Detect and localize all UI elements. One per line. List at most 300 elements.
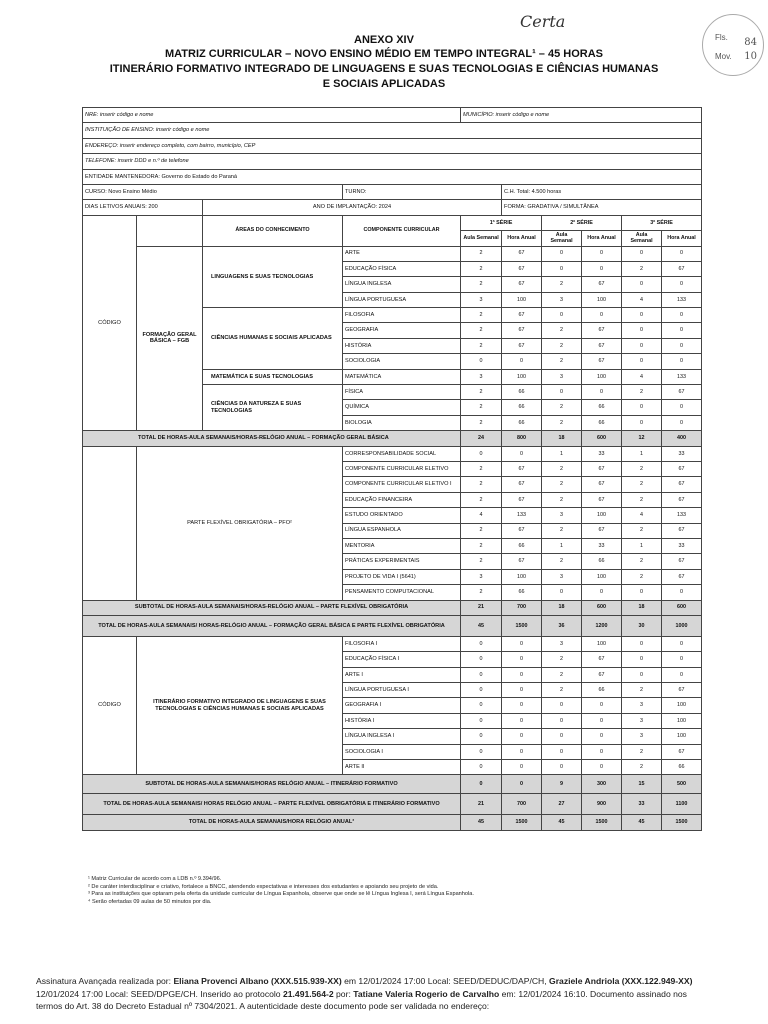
footnote: ¹ Matriz Curricular de acordo com a LDB n.º 9.394/96. — [88, 876, 222, 882]
component-name: FILOSOFIA — [343, 308, 461, 323]
value-cell: 0 — [622, 323, 662, 338]
value-cell: 0 — [461, 683, 502, 698]
value-cell: 0 — [662, 246, 702, 261]
component-name: LÍNGUA PORTUGUESA I — [343, 683, 461, 698]
value-cell: 2 — [622, 569, 662, 584]
serie-3-header: 3ª SÉRIE — [622, 215, 702, 230]
value-cell: 0 — [542, 713, 582, 728]
table-row — [83, 169, 702, 184]
pfo-total-label: TOTAL DE HORAS-AULA SEMANAIS/ HORAS-RELÓGIO ANUAL – FORMAÇÃO GERAL BÁSICA E PARTE FLEXÍVEL OBRIGATÓRIA — [83, 615, 461, 636]
value-cell: 67 — [582, 652, 622, 667]
value-cell: 0 — [582, 744, 622, 759]
handwritten-note: Certa — [520, 12, 566, 31]
component-name: LÍNGUA INGLESA I — [343, 729, 461, 744]
value-cell: 0 — [542, 744, 582, 759]
value-cell: 4 — [622, 292, 662, 307]
value-cell: 1 — [622, 538, 662, 553]
value-cell: 1100 — [662, 794, 702, 815]
value-cell: 0 — [461, 652, 502, 667]
stamp-mov-label: Mov. — [715, 52, 732, 61]
value-cell: 0 — [502, 744, 542, 759]
table-row — [83, 215, 702, 230]
forma-field: FORMA: GRADATIVA / SIMULTÂNEA — [502, 200, 702, 215]
sig-text: por: — [333, 988, 354, 999]
value-cell: 0 — [461, 636, 502, 651]
value-cell: 3 — [461, 569, 502, 584]
value-cell: 2 — [542, 415, 582, 430]
itinerario-subtotal-label: SUBTOTAL DE HORAS-AULA SEMANAIS/HORAS RELÓGIO ANUAL – ITINERÁRIO FORMATIVO — [83, 775, 461, 794]
value-cell: 0 — [582, 246, 622, 261]
value-cell: 0 — [542, 246, 582, 261]
value-cell: 3 — [622, 729, 662, 744]
component-name: EDUCAÇÃO FINANCEIRA — [343, 492, 461, 507]
component-name: CORRESPONSABILIDADE SOCIAL — [343, 446, 461, 461]
component-name: QUÍMICA — [343, 400, 461, 415]
table-row — [83, 600, 702, 615]
table-cell — [83, 446, 137, 600]
value-cell: 33 — [582, 446, 622, 461]
value-cell: 3 — [622, 713, 662, 728]
value-cell: 67 — [502, 461, 542, 476]
value-cell: 45 — [461, 815, 502, 830]
value-cell: 67 — [582, 323, 622, 338]
value-cell: 2 — [461, 308, 502, 323]
annex-title: ANEXO XIV — [354, 34, 414, 46]
signer-2: Graziele Andriola (XXX.122.949-XX) — [549, 976, 693, 986]
value-cell: 33 — [662, 446, 702, 461]
value-cell: 0 — [502, 636, 542, 651]
value-cell: 2 — [622, 385, 662, 400]
value-cell: 1 — [542, 446, 582, 461]
value-cell: 0 — [662, 667, 702, 682]
value-cell: 2 — [542, 354, 582, 369]
component-name: PROJETO DE VIDA I (5641) — [343, 569, 461, 584]
footnote: ³ Para as instituições que optaram pela oferta da unidade curricular de Língua Espanhola, observe que onde se lê Língua Inglesa I, será Língua Espanhola. — [88, 891, 474, 897]
value-cell: 0 — [622, 667, 662, 682]
component-name: LÍNGUA ESPANHOLA — [343, 523, 461, 538]
component-name: ARTE II — [343, 760, 461, 775]
value-cell: 2 — [542, 338, 582, 353]
pfo-label: PARTE FLEXÍVEL OBRIGATÓRIA – PFO² — [137, 446, 343, 600]
value-cell: 2 — [542, 683, 582, 698]
value-cell: 67 — [582, 461, 622, 476]
stamp-fls-number: 84 — [744, 37, 757, 48]
component-name: LÍNGUA PORTUGUESA — [343, 292, 461, 307]
value-cell: 0 — [502, 683, 542, 698]
value-cell: 100 — [502, 569, 542, 584]
component-name: HISTÓRIA — [343, 338, 461, 353]
value-cell: 0 — [461, 760, 502, 775]
table-row — [83, 184, 702, 199]
value-cell: 100 — [582, 369, 622, 384]
value-cell: 67 — [582, 667, 622, 682]
document-subtitle-2: E SOCIAIS APLICADAS — [322, 78, 446, 90]
value-cell: 67 — [662, 683, 702, 698]
mantenedora-field: ENTIDADE MANTENEDORA: Governo do Estado do Paraná — [83, 169, 702, 184]
value-cell: 0 — [582, 585, 622, 600]
value-cell: 800 — [502, 431, 542, 446]
value-cell: 0 — [542, 308, 582, 323]
value-cell: 700 — [502, 794, 542, 815]
value-cell: 2 — [461, 554, 502, 569]
value-cell: 3 — [542, 292, 582, 307]
value-cell: 2 — [622, 461, 662, 476]
value-cell: 0 — [542, 698, 582, 713]
value-cell: 1500 — [502, 815, 542, 830]
value-cell: 0 — [582, 261, 622, 276]
value-cell: 18 — [542, 600, 582, 615]
area-name: MATEMÁTICA E SUAS TECNOLOGIAS — [203, 369, 343, 384]
value-cell: 67 — [582, 523, 622, 538]
value-cell: 33 — [622, 794, 662, 815]
value-cell: 0 — [542, 261, 582, 276]
value-cell: 67 — [662, 744, 702, 759]
value-cell: 18 — [622, 600, 662, 615]
value-cell: 2 — [542, 323, 582, 338]
value-cell: 600 — [662, 600, 702, 615]
value-cell: 12 — [622, 431, 662, 446]
value-cell: 2 — [461, 338, 502, 353]
value-cell: 66 — [502, 415, 542, 430]
value-cell: 0 — [461, 698, 502, 713]
value-cell: 67 — [662, 492, 702, 507]
value-cell: 0 — [461, 729, 502, 744]
component-name: ARTE I — [343, 667, 461, 682]
value-cell: 0 — [502, 698, 542, 713]
table-row — [83, 615, 702, 636]
value-cell: 67 — [662, 569, 702, 584]
value-cell: 45 — [542, 815, 582, 830]
value-cell: 0 — [582, 760, 622, 775]
endereco-field: ENDEREÇO: inserir endereço completo, com bairro, município, CEP — [83, 138, 702, 153]
fgb-total-label: TOTAL DE HORAS-AULA SEMANAIS/HORAS-RELÓGIO ANUAL – FORMAÇÃO GERAL BÁSICA — [83, 431, 461, 446]
value-cell: 0 — [662, 636, 702, 651]
area-name: LINGUAGENS E SUAS TECNOLOGIAS — [203, 246, 343, 308]
value-cell: 0 — [582, 729, 622, 744]
value-cell: 0 — [622, 308, 662, 323]
value-cell: 1000 — [662, 615, 702, 636]
value-cell: 36 — [542, 615, 582, 636]
value-cell: 67 — [582, 338, 622, 353]
value-cell: 0 — [542, 760, 582, 775]
value-cell: 2 — [461, 385, 502, 400]
pfo-subtotal-label: SUBTOTAL DE HORAS-AULA SEMANAIS/HORAS-RELÓGIO ANUAL – PARTE FLEXÍVEL OBRIGATÓRIA — [83, 600, 461, 615]
hora-anual-header: Hora Anual — [502, 231, 542, 246]
value-cell: 0 — [582, 698, 622, 713]
value-cell: 2 — [461, 523, 502, 538]
footnotes — [88, 876, 474, 906]
value-cell: 0 — [542, 385, 582, 400]
instituicao-field: INSTITUIÇÃO DE ENSINO: inserir código e nome — [83, 123, 702, 138]
codigo-cell: CÓDIGO — [83, 636, 137, 775]
value-cell: 66 — [502, 585, 542, 600]
component-name: ARTE — [343, 246, 461, 261]
signature-line-3: termos do Art. 38 do Decreto Estadual nº 7304/2021. A autenticidade deste documento pode ser validada no endereço: — [36, 1001, 490, 1011]
component-name: PENSAMENTO COMPUTACIONAL — [343, 585, 461, 600]
value-cell: 66 — [502, 538, 542, 553]
value-cell: 0 — [502, 667, 542, 682]
value-cell: 0 — [502, 729, 542, 744]
fgb-label: FORMAÇÃO GERAL BÁSICA – FGB — [137, 246, 203, 431]
component-name: SOCIOLOGIA I — [343, 744, 461, 759]
table-row — [83, 794, 702, 815]
value-cell: 2 — [542, 523, 582, 538]
value-cell: 2 — [542, 652, 582, 667]
value-cell: 67 — [502, 308, 542, 323]
value-cell: 2 — [461, 277, 502, 292]
value-cell: 2 — [622, 760, 662, 775]
value-cell: 0 — [622, 277, 662, 292]
value-cell: 0 — [461, 713, 502, 728]
value-cell: 1 — [622, 446, 662, 461]
value-cell: 0 — [502, 446, 542, 461]
value-cell: 66 — [582, 683, 622, 698]
value-cell: 21 — [461, 600, 502, 615]
component-name: SOCIOLOGIA — [343, 354, 461, 369]
component-name: FÍSICA — [343, 385, 461, 400]
value-cell: 133 — [662, 369, 702, 384]
value-cell: 2 — [622, 554, 662, 569]
value-cell: 67 — [662, 523, 702, 538]
aula-semanal-header: Aula Semanal — [542, 231, 582, 246]
signature-block — [36, 975, 758, 1013]
value-cell: 0 — [502, 775, 542, 794]
table-row — [83, 200, 702, 215]
value-cell: 3 — [542, 508, 582, 523]
value-cell: 100 — [662, 729, 702, 744]
value-cell: 67 — [502, 261, 542, 276]
value-cell: 0 — [662, 323, 702, 338]
value-cell: 133 — [662, 508, 702, 523]
value-cell: 0 — [502, 713, 542, 728]
protocol-number: 21.491.564-2 — [282, 988, 334, 999]
dias-letivos-field: DIAS LETIVOS ANUAIS: 200 — [83, 200, 203, 215]
value-cell: 0 — [582, 308, 622, 323]
value-cell: 2 — [542, 554, 582, 569]
value-cell: 1200 — [582, 615, 622, 636]
component-name: FILOSOFIA I — [343, 636, 461, 651]
value-cell: 67 — [582, 477, 622, 492]
value-cell: 45 — [461, 615, 502, 636]
value-cell: 133 — [662, 292, 702, 307]
value-cell: 0 — [461, 354, 502, 369]
value-cell: 0 — [662, 652, 702, 667]
value-cell: 66 — [662, 760, 702, 775]
value-cell: 67 — [582, 492, 622, 507]
value-cell: 133 — [502, 508, 542, 523]
municipio-field: MUNICÍPIO: inserir código e nome — [461, 108, 702, 123]
footnote: ² De caráter interdisciplinar e criativo, fortalece a BNCC, atendendo expectativas e interesses dos estudantes e apoiando seu projeto de vida. — [88, 883, 439, 890]
value-cell: 2 — [622, 523, 662, 538]
value-cell: 2 — [622, 683, 662, 698]
component-name: GEOGRAFIA — [343, 323, 461, 338]
table-row — [83, 154, 702, 169]
value-cell: 0 — [662, 400, 702, 415]
value-cell: 0 — [662, 585, 702, 600]
value-cell: 15 — [622, 775, 662, 794]
value-cell: 2 — [542, 277, 582, 292]
componente-header: COMPONENTE CURRICULAR — [343, 215, 461, 246]
value-cell: 27 — [542, 794, 582, 815]
value-cell: 0 — [502, 354, 542, 369]
value-cell: 67 — [502, 323, 542, 338]
component-name: COMPONENTE CURRICULAR ELETIVO I — [343, 477, 461, 492]
value-cell: 67 — [662, 554, 702, 569]
value-cell: 0 — [461, 446, 502, 461]
value-cell: 67 — [582, 277, 622, 292]
value-cell: 30 — [622, 615, 662, 636]
value-cell: 2 — [461, 538, 502, 553]
value-cell: 67 — [662, 461, 702, 476]
value-cell: 2 — [461, 261, 502, 276]
value-cell: 2 — [461, 246, 502, 261]
value-cell: 3 — [461, 292, 502, 307]
value-cell: 3 — [461, 369, 502, 384]
value-cell: 2 — [461, 400, 502, 415]
areas-header: ÁREAS DO CONHECIMENTO — [203, 215, 343, 246]
document-title: MATRIZ CURRICULAR – NOVO ENSINO MÉDIO EM TEMPO INTEGRAL¹ – 45 HORAS — [165, 48, 603, 60]
value-cell: 100 — [502, 292, 542, 307]
component-name: COMPONENTE CURRICULAR ELETIVO — [343, 461, 461, 476]
value-cell: 4 — [622, 508, 662, 523]
value-cell: 67 — [502, 338, 542, 353]
sig-text: Assinatura Avançada realizada por: — [36, 976, 174, 986]
sig-text: em: 12/01/2024 16:10. Documento assinado nos — [499, 988, 687, 999]
nre-field: NRE: inserir código e nome — [83, 108, 461, 123]
value-cell: 2 — [542, 477, 582, 492]
hora-anual-header: Hora Anual — [662, 231, 702, 246]
value-cell: 900 — [582, 794, 622, 815]
component-name: ESTUDO ORIENTADO — [343, 508, 461, 523]
table-row — [83, 815, 702, 830]
value-cell: 0 — [502, 652, 542, 667]
value-cell: 2 — [461, 492, 502, 507]
value-cell: 700 — [502, 600, 542, 615]
value-cell: 2 — [622, 477, 662, 492]
value-cell: 4 — [622, 369, 662, 384]
table-cell — [137, 215, 203, 246]
value-cell: 0 — [622, 636, 662, 651]
curso-field: CURSO: Novo Ensino Médio — [83, 184, 343, 199]
value-cell: 18 — [542, 431, 582, 446]
value-cell: 66 — [582, 554, 622, 569]
value-cell: 3 — [542, 636, 582, 651]
sig-text: em 12/01/2024 17:00 Local: SEED/DEDUC/DAP/CH, — [341, 976, 550, 986]
hora-anual-header: Hora Anual — [582, 231, 622, 246]
value-cell: 2 — [461, 585, 502, 600]
component-name: BIOLOGIA — [343, 415, 461, 430]
footnote: ⁴ Serão ofertadas 09 aulas de 50 minutos por dia. — [88, 898, 212, 905]
value-cell: 3 — [542, 369, 582, 384]
value-cell: 67 — [582, 354, 622, 369]
value-cell: 67 — [662, 261, 702, 276]
area-name: CIÊNCIAS HUMANAS E SOCIAIS APLICADAS — [203, 308, 343, 370]
value-cell: 100 — [502, 369, 542, 384]
value-cell: 0 — [622, 400, 662, 415]
document-subtitle: ITINERÁRIO FORMATIVO INTEGRADO DE LINGUAGENS E SUAS TECNOLOGIAS E CIÊNCIAS HUMANAS — [109, 63, 659, 75]
table-row — [83, 108, 702, 123]
value-cell: 2 — [461, 415, 502, 430]
serie-1-header: 1ª SÉRIE — [461, 215, 542, 230]
table-row — [83, 246, 702, 261]
sig-text: 12/01/2024 17:00 Local: SEED/DPGE/CH. Inserido ao protocolo — [36, 988, 283, 999]
value-cell: 100 — [582, 636, 622, 651]
stamp-mov-number: 10 — [744, 51, 757, 62]
table-row — [83, 431, 702, 446]
value-cell: 0 — [461, 775, 502, 794]
value-cell: 400 — [662, 431, 702, 446]
value-cell: 1500 — [662, 815, 702, 830]
value-cell: 0 — [622, 652, 662, 667]
value-cell: 66 — [502, 400, 542, 415]
turno-field: TURNO: — [343, 184, 502, 199]
value-cell: 3 — [542, 569, 582, 584]
value-cell: 600 — [582, 431, 622, 446]
value-cell: 1500 — [502, 615, 542, 636]
value-cell: 66 — [582, 415, 622, 430]
value-cell: 67 — [502, 246, 542, 261]
value-cell: 0 — [622, 338, 662, 353]
inserted-by: Tatiane Valeria Rogerio de Carvalho — [353, 988, 500, 999]
aula-semanal-header: Aula Semanal — [461, 231, 502, 246]
value-cell: 2 — [622, 744, 662, 759]
component-name: MATEMÁTICA — [343, 369, 461, 384]
ch-total-field: C.H. Total: 4.500 horas — [502, 184, 702, 199]
grand-total-label: TOTAL DE HORAS-AULA SEMANAIS/HORA RELÓGIO ANUAL³ — [83, 815, 461, 830]
value-cell: 100 — [582, 508, 622, 523]
value-cell: 33 — [662, 538, 702, 553]
component-name: HISTÓRIA I — [343, 713, 461, 728]
value-cell: 100 — [582, 569, 622, 584]
value-cell: 0 — [662, 354, 702, 369]
value-cell: 600 — [582, 600, 622, 615]
table-row — [83, 138, 702, 153]
ano-implantacao-field: ANO DE IMPLANTAÇÃO: 2024 — [203, 200, 502, 215]
value-cell: 33 — [582, 538, 622, 553]
value-cell: 0 — [542, 585, 582, 600]
stamp-fls-label: Fls. — [715, 33, 728, 42]
value-cell: 67 — [662, 477, 702, 492]
value-cell: 0 — [622, 246, 662, 261]
component-name: EDUCAÇÃO FÍSICA I — [343, 652, 461, 667]
value-cell: 4 — [461, 508, 502, 523]
value-cell: 100 — [582, 292, 622, 307]
value-cell: 2 — [542, 461, 582, 476]
value-cell: 0 — [622, 354, 662, 369]
codigo-cell: CÓDIGO — [83, 215, 137, 430]
value-cell: 500 — [662, 775, 702, 794]
table-row — [83, 636, 702, 651]
table-row — [83, 775, 702, 794]
value-cell: 67 — [502, 477, 542, 492]
value-cell: 2 — [461, 461, 502, 476]
grand-total-label: TOTAL DE HORAS-AULA SEMANAIS/ HORAS RELÓGIO ANUAL – PARTE FLEXÍVEL OBRIGATÓRIA E ITINERÁRIO FORMATIVO — [83, 794, 461, 815]
value-cell: 2 — [461, 477, 502, 492]
value-cell: 0 — [622, 585, 662, 600]
aula-semanal-header: Aula Semanal — [622, 231, 662, 246]
value-cell: 2 — [542, 492, 582, 507]
value-cell: 21 — [461, 794, 502, 815]
value-cell: 67 — [502, 523, 542, 538]
table-row — [83, 123, 702, 138]
value-cell: 67 — [502, 277, 542, 292]
value-cell: 3 — [622, 698, 662, 713]
value-cell: 2 — [622, 492, 662, 507]
component-name: EDUCAÇÃO FÍSICA — [343, 261, 461, 276]
area-name: CIÊNCIAS DA NATUREZA E SUAS TECNOLOGIAS — [203, 385, 343, 431]
value-cell: 45 — [622, 815, 662, 830]
value-cell: 100 — [662, 713, 702, 728]
